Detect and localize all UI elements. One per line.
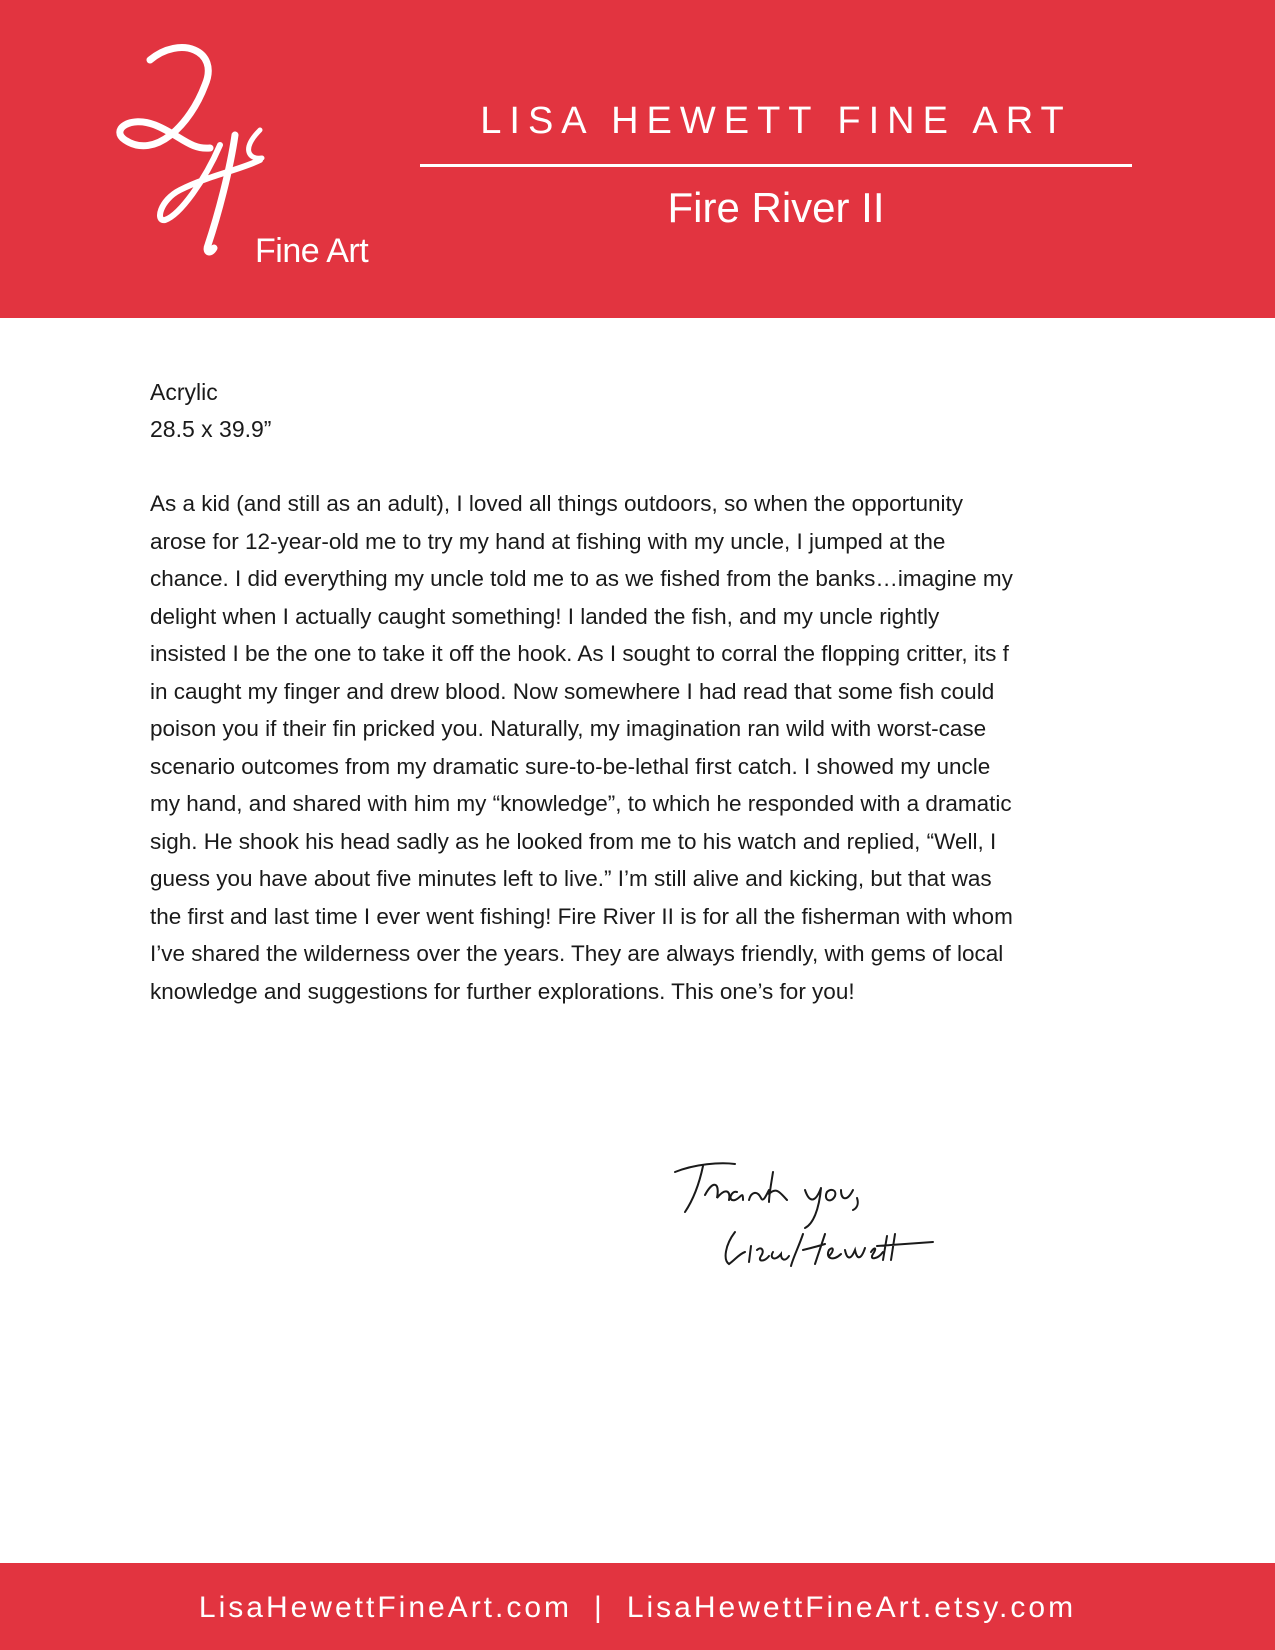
artwork-title: Fire River II (667, 184, 885, 231)
artwork-medium: Acrylic (150, 379, 218, 405)
website-link[interactable]: LisaHewettFineArt.com (198, 1591, 573, 1624)
story-line: knowledge and suggestions for further explorations. This one’s for you! (150, 978, 855, 1004)
etsy-link[interactable]: LisaHewettFineArt.etsy.com (626, 1591, 1077, 1624)
handwritten-signature (665, 1150, 995, 1280)
story-line: As a kid (and still as an adult), I loved all things outdoors, so when the opportunity (150, 491, 963, 516)
footer-links (0, 1591, 1275, 1625)
footer-separator: | (594, 1591, 605, 1624)
story-line: poison you if their fin pricked you. Naturally, my imagination ran wild with worst-case (150, 716, 987, 741)
signature-icon (665, 1150, 995, 1280)
story-line: in caught my finger and drew blood. Now somewhere I had read that some fish could (150, 678, 995, 704)
header-divider (420, 164, 1132, 167)
artwork-details (150, 374, 271, 448)
brand-name: LISA HEWETT FINE ART (480, 100, 1072, 142)
lh-monogram-icon (110, 30, 390, 260)
footer-banner (0, 1563, 1275, 1650)
story-line: delight when I actually caught something! I landed the fish, and my uncle rightly (150, 603, 940, 629)
logo-subtitle: Fine Art (255, 232, 369, 270)
story-line: I’ve shared the wilderness over the years. They are always friendly, with gems of local (150, 941, 1004, 966)
story-line: guess you have about five minutes left to live.” I’m still alive and kicking, but that was (150, 866, 992, 891)
artwork-story (150, 485, 1145, 1010)
story-line: chance. I did everything my uncle told me to as we fished from the banks…imagine my (150, 566, 1013, 591)
logo (110, 30, 390, 290)
story-line: the first and last time I ever went fishing! Fire River II is for all the fisherman with whom (150, 903, 1013, 929)
artwork-dimensions: 28.5 x 39.9” (150, 416, 272, 442)
story-line: my hand, and shared with him my “knowledge”, to which he responded with a dramatic (150, 791, 1012, 816)
story-line: arose for 12-year-old me to try my hand at fishing with my uncle, I jumped at the (150, 528, 946, 554)
story-line: insisted I be the one to take it off the hook. As I sought to corral the flopping critter, its f (150, 641, 1009, 666)
header-banner (0, 0, 1275, 318)
story-line: scenario outcomes from my dramatic sure-to-be-lethal first catch. I showed my uncle (150, 753, 991, 779)
story-line: sigh. He shook his head sadly as he looked from me to his watch and replied, “Well, I (150, 828, 997, 854)
